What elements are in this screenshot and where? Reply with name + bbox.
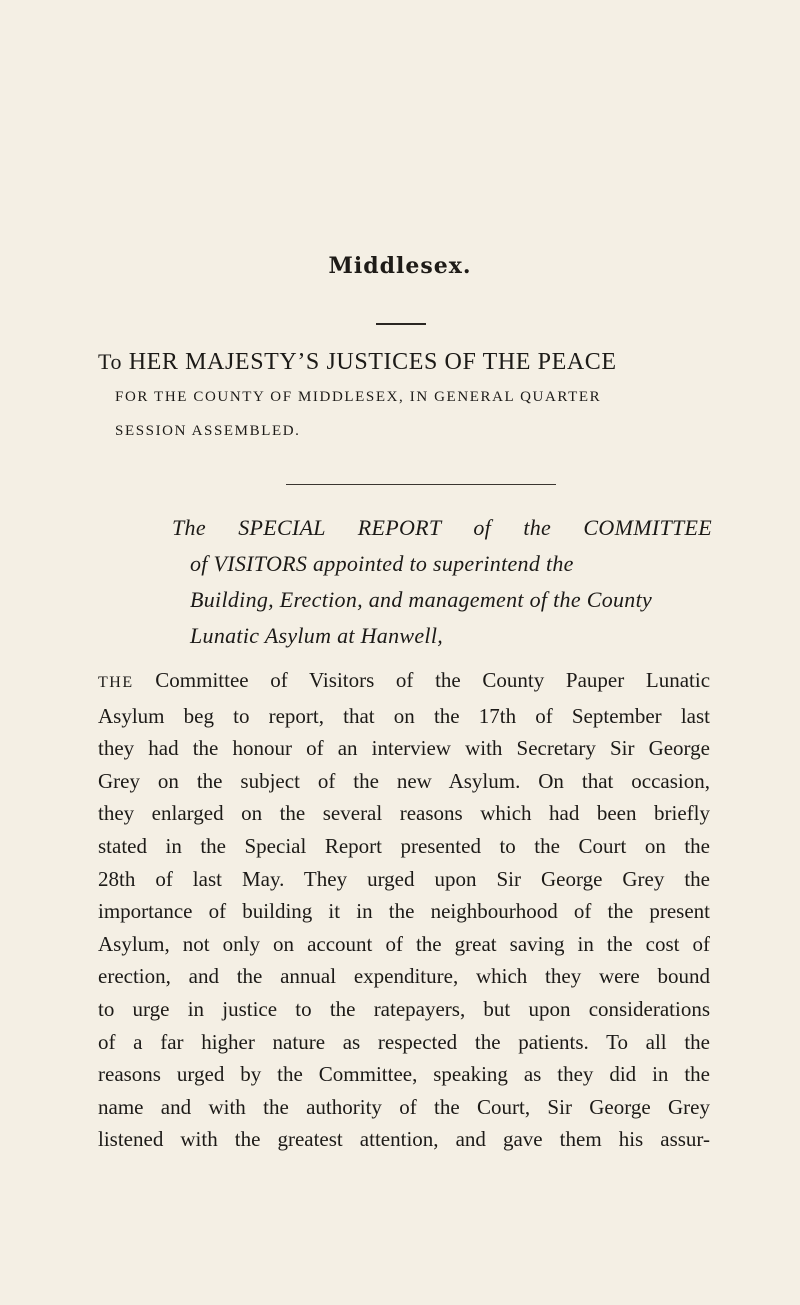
report-title — [172, 510, 712, 654]
body-line-1-text: Committee of Visitors of the County Pauper Lunatic — [155, 668, 711, 692]
addressee-block — [98, 344, 708, 448]
body-line: Asylum beg to report, that on the 17th of September last — [98, 703, 710, 728]
addressee-line-2: FOR THE COUNTY OF MIDDLESEX, IN GENERAL QUARTER — [115, 389, 602, 405]
body-line: erection, and the annual expenditure, which they were bound — [98, 964, 710, 989]
body-line: Grey on the subject of the new Asylum. On that occasion, — [98, 768, 710, 793]
addressee-to: To — [98, 349, 123, 374]
body-line: of a far higher nature as respected the patients. To all the — [98, 1029, 710, 1054]
report-title-line-3: Building, Erection, and management of the County — [190, 587, 653, 612]
addressee-line-3: SESSION ASSEMBLED. — [115, 423, 301, 439]
addressee-justices: HER MAJESTY’S JUSTICES OF THE PEACE — [128, 349, 617, 375]
report-title-line-1: The SPECIAL REPORT of the COMMITTEE — [172, 515, 712, 540]
body-line: listened with the greatest attention, and gave them his assur- — [98, 1127, 710, 1152]
report-title-line-4: Lunatic Asylum at Hanwell, — [190, 623, 444, 648]
body-line: to urge in justice to the ratepayers, but upon considerations — [98, 996, 710, 1021]
heading-rule — [376, 323, 426, 325]
section-rule — [286, 484, 556, 485]
body-line: stated in the Special Report presented to the Court on the — [98, 833, 710, 858]
body-line: they enlarged on the several reasons which had been briefly — [98, 801, 710, 826]
body-line: they had the honour of an interview with Secretary Sir George — [98, 736, 710, 761]
body-line: reasons urged by the Committee, speaking as they did in the — [98, 1062, 710, 1087]
addressee-line-1 — [98, 344, 708, 380]
report-title-line-2: of VISITORS appointed to superintend the — [190, 551, 574, 576]
body-line: Asylum, not only on account of the great saving in the cost of — [98, 931, 710, 956]
opening-small-caps: THE — [98, 674, 134, 691]
county-heading: Middlesex. — [328, 253, 472, 279]
body-line — [98, 664, 710, 700]
report-body — [98, 664, 710, 1156]
body-line: name and with the authority of the Court, Sir George Grey — [98, 1094, 710, 1119]
body-line: 28th of last May. They urged upon Sir George Grey the — [98, 866, 710, 891]
body-line: importance of building it in the neighbourhood of the present — [98, 899, 710, 924]
